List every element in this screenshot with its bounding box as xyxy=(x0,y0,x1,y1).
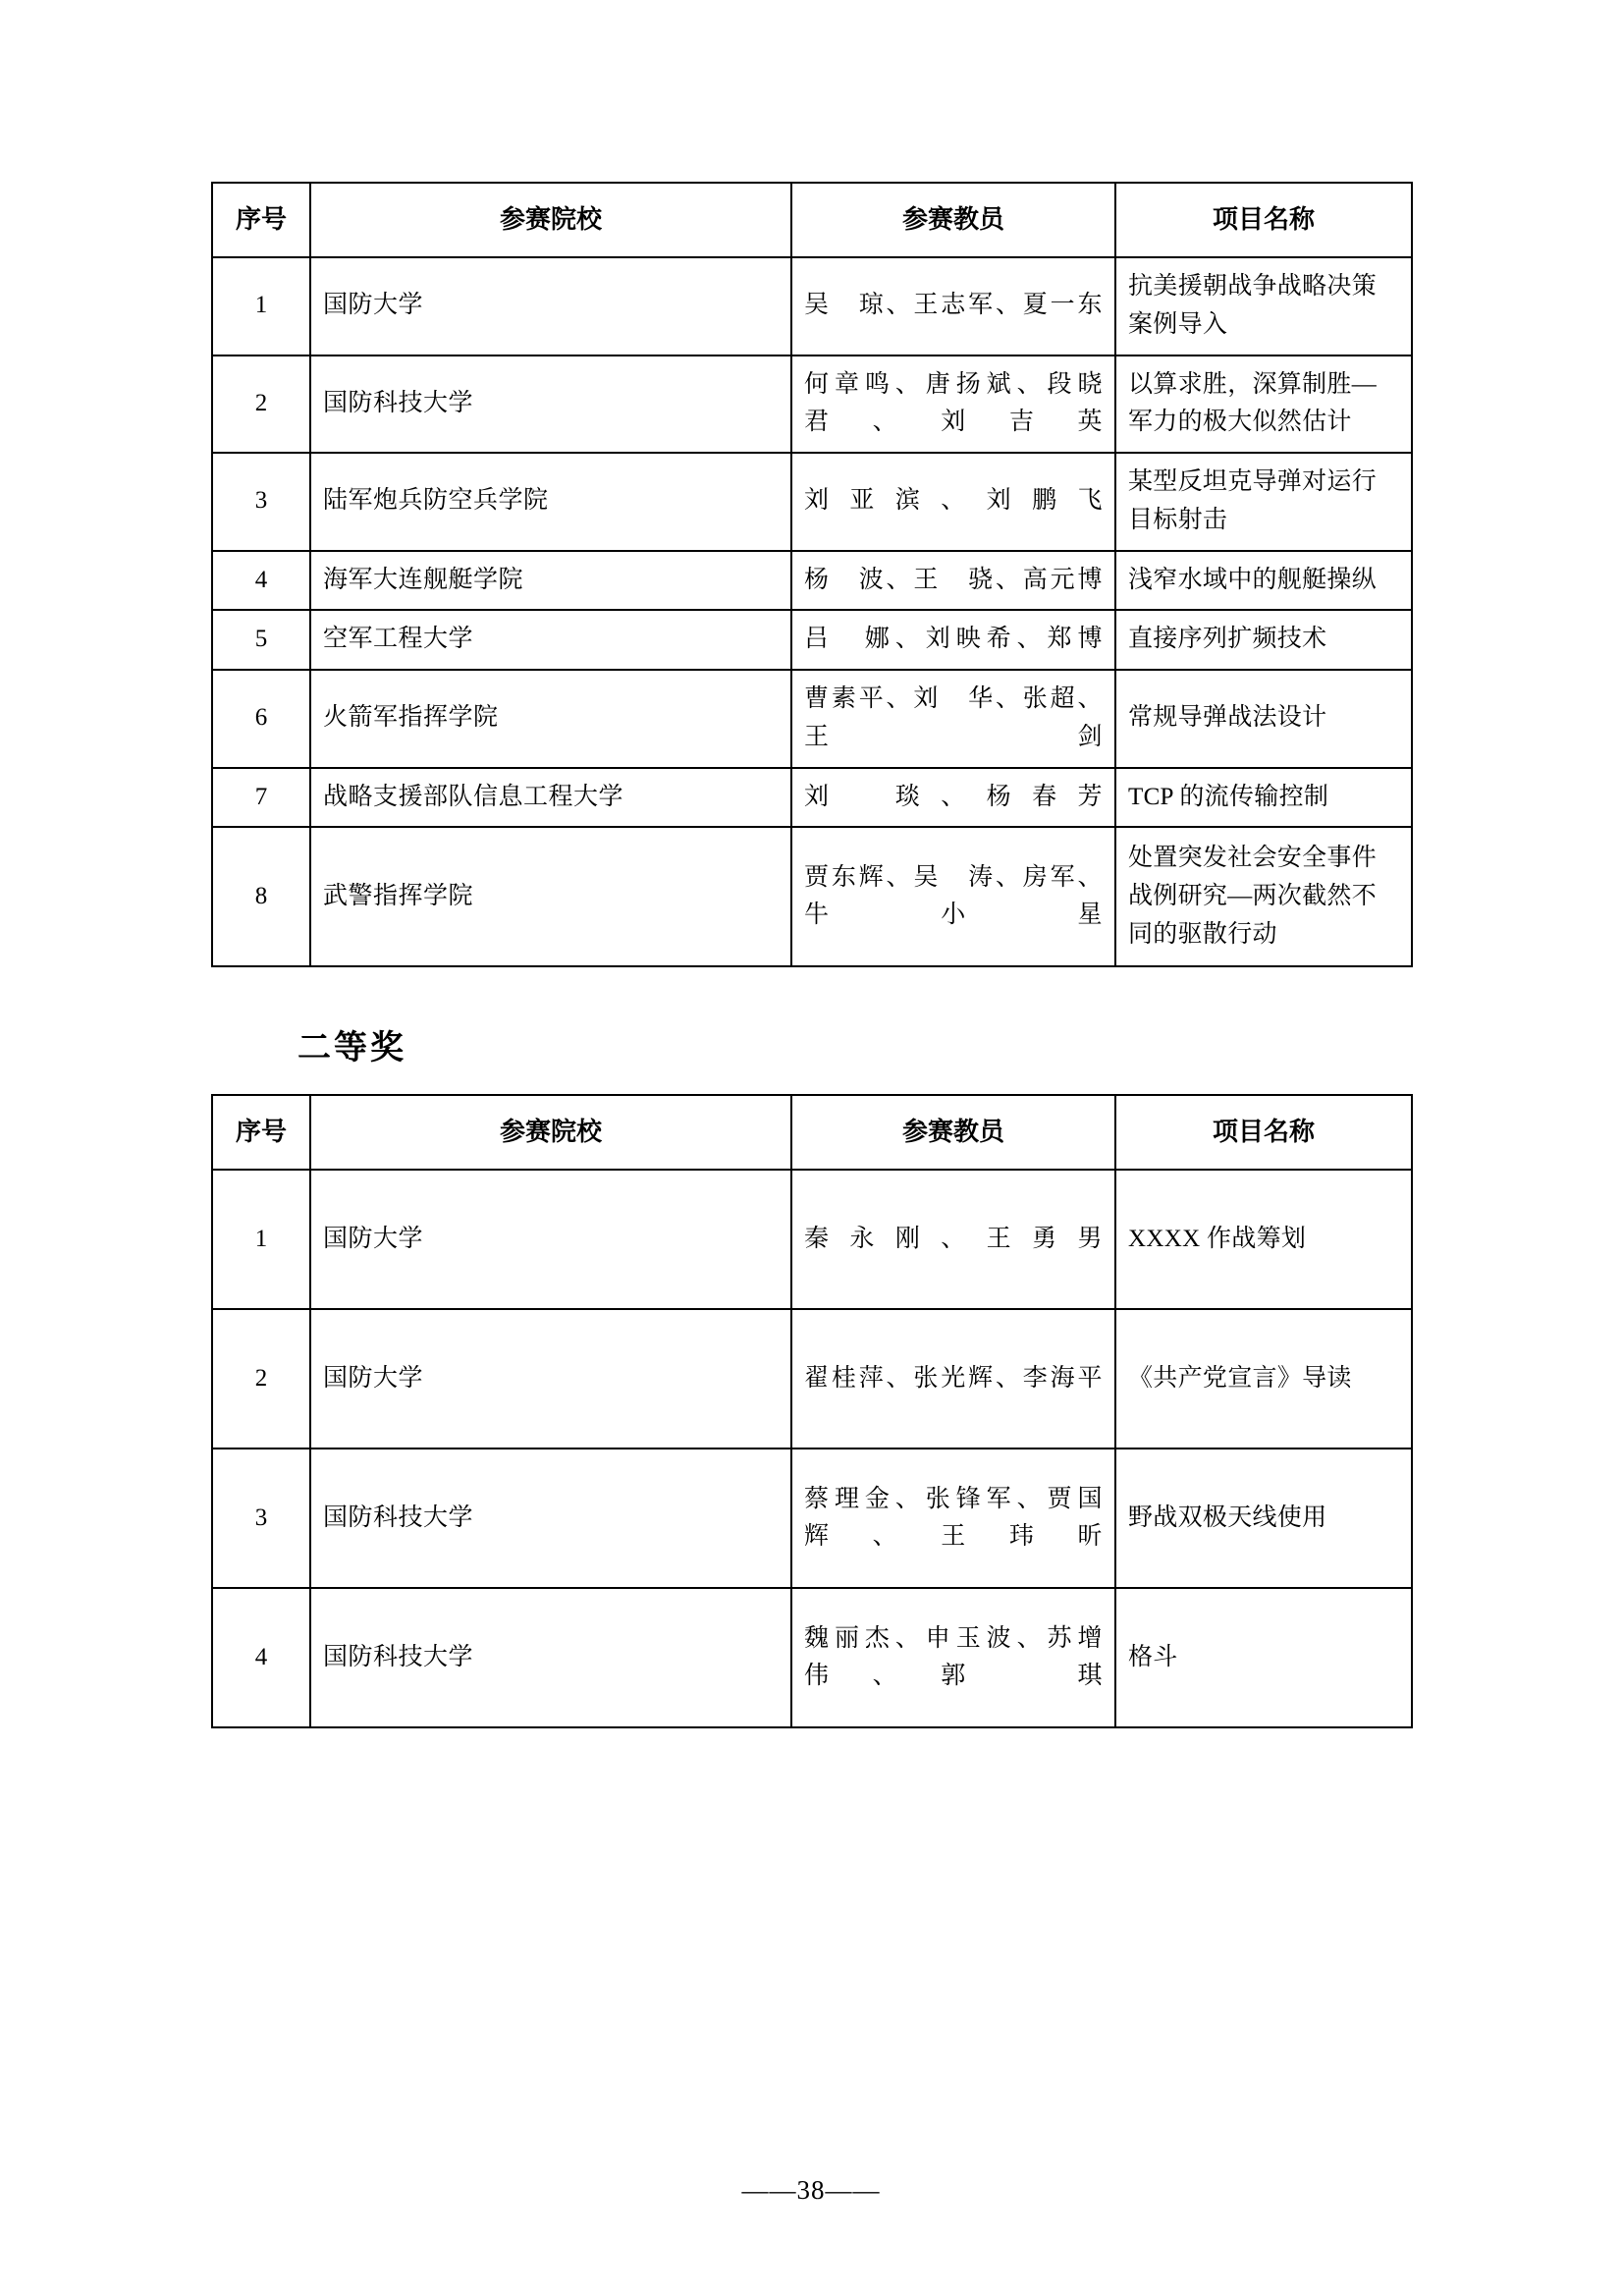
cell-teachers: 何章鸣、唐扬斌、段晓君、刘吉英 xyxy=(791,355,1115,454)
cell-school: 国防大学 xyxy=(310,1309,791,1449)
first-prize-table xyxy=(211,182,1413,967)
column-header-index: 序号 xyxy=(212,1095,310,1170)
cell-teachers: 刘亚滨、刘鹏飞 xyxy=(791,453,1115,551)
cell-school: 国防科技大学 xyxy=(310,1588,791,1727)
cell-school: 国防科技大学 xyxy=(310,1449,791,1588)
cell-project: TCP 的流传输控制 xyxy=(1115,768,1412,828)
cell-index: 2 xyxy=(212,1309,310,1449)
table-row xyxy=(212,257,1412,355)
table-row xyxy=(212,453,1412,551)
column-header-project: 项目名称 xyxy=(1115,1095,1412,1170)
table-row xyxy=(212,1588,1412,1727)
cell-project: 处置突发社会安全事件战例研究—两次截然不同的驱散行动 xyxy=(1115,827,1412,966)
table-row xyxy=(212,1170,1412,1309)
table-header-row xyxy=(212,1095,1412,1170)
page-number: ——38—— xyxy=(741,2175,881,2205)
cell-index: 5 xyxy=(212,610,310,670)
section-title-second-prize: 二等奖 xyxy=(297,1030,406,1067)
cell-project: 抗美援朝战争战略决策案例导入 xyxy=(1115,257,1412,355)
cell-school: 武警指挥学院 xyxy=(310,827,791,966)
cell-project: 野战双极天线使用 xyxy=(1115,1449,1412,1588)
cell-school: 空军工程大学 xyxy=(310,610,791,670)
cell-teachers: 杨 波、王 骁、高元博 xyxy=(791,551,1115,611)
cell-school: 国防科技大学 xyxy=(310,355,791,454)
table-row xyxy=(212,1449,1412,1588)
cell-index: 3 xyxy=(212,1449,310,1588)
cell-teachers: 曹素平、刘 华、张超、王 剑 xyxy=(791,670,1115,768)
table-row xyxy=(212,551,1412,611)
table-row xyxy=(212,610,1412,670)
cell-teachers: 魏丽杰、申玉波、苏增伟、郭 琪 xyxy=(791,1588,1115,1727)
cell-index: 3 xyxy=(212,453,310,551)
cell-teachers: 翟桂萍、张光辉、李海平 xyxy=(791,1309,1115,1449)
table-row xyxy=(212,768,1412,828)
column-header-school: 参赛院校 xyxy=(310,183,791,257)
cell-index: 1 xyxy=(212,257,310,355)
table-row xyxy=(212,670,1412,768)
cell-teachers: 贾东辉、吴 涛、房军、牛小星 xyxy=(791,827,1115,966)
cell-index: 8 xyxy=(212,827,310,966)
cell-index: 1 xyxy=(212,1170,310,1309)
cell-school: 战略支援部队信息工程大学 xyxy=(310,768,791,828)
cell-project: 《共产党宣言》导读 xyxy=(1115,1309,1412,1449)
cell-teachers: 蔡理金、张锋军、贾国辉、王玮昕 xyxy=(791,1449,1115,1588)
cell-index: 2 xyxy=(212,355,310,454)
cell-project: 直接序列扩频技术 xyxy=(1115,610,1412,670)
cell-project: 常规导弹战法设计 xyxy=(1115,670,1412,768)
cell-school: 海军大连舰艇学院 xyxy=(310,551,791,611)
column-header-school: 参赛院校 xyxy=(310,1095,791,1170)
table-row xyxy=(212,355,1412,454)
cell-index: 4 xyxy=(212,551,310,611)
cell-index: 4 xyxy=(212,1588,310,1727)
cell-teachers: 吕 娜、刘映希、郑博 xyxy=(791,610,1115,670)
cell-teachers: 秦永刚、王勇男 xyxy=(791,1170,1115,1309)
column-header-teachers: 参赛教员 xyxy=(791,1095,1115,1170)
cell-teachers: 刘 琰、杨春芳 xyxy=(791,768,1115,828)
cell-school: 火箭军指挥学院 xyxy=(310,670,791,768)
cell-index: 7 xyxy=(212,768,310,828)
cell-school: 陆军炮兵防空兵学院 xyxy=(310,453,791,551)
column-header-teachers: 参赛教员 xyxy=(791,183,1115,257)
cell-project: 格斗 xyxy=(1115,1588,1412,1727)
column-header-project: 项目名称 xyxy=(1115,183,1412,257)
second-prize-table xyxy=(211,1094,1413,1728)
cell-index: 6 xyxy=(212,670,310,768)
cell-project: 某型反坦克导弹对运行目标射击 xyxy=(1115,453,1412,551)
table-row xyxy=(212,827,1412,966)
cell-school: 国防大学 xyxy=(310,1170,791,1309)
cell-school: 国防大学 xyxy=(310,257,791,355)
cell-project: 浅窄水域中的舰艇操纵 xyxy=(1115,551,1412,611)
cell-teachers: 吴 琼、王志军、夏一东 xyxy=(791,257,1115,355)
table-row xyxy=(212,1309,1412,1449)
cell-project: XXXX 作战筹划 xyxy=(1115,1170,1412,1309)
column-header-index: 序号 xyxy=(212,183,310,257)
table-header-row xyxy=(212,183,1412,257)
cell-project: 以算求胜，深算制胜—军力的极大似然估计 xyxy=(1115,355,1412,454)
